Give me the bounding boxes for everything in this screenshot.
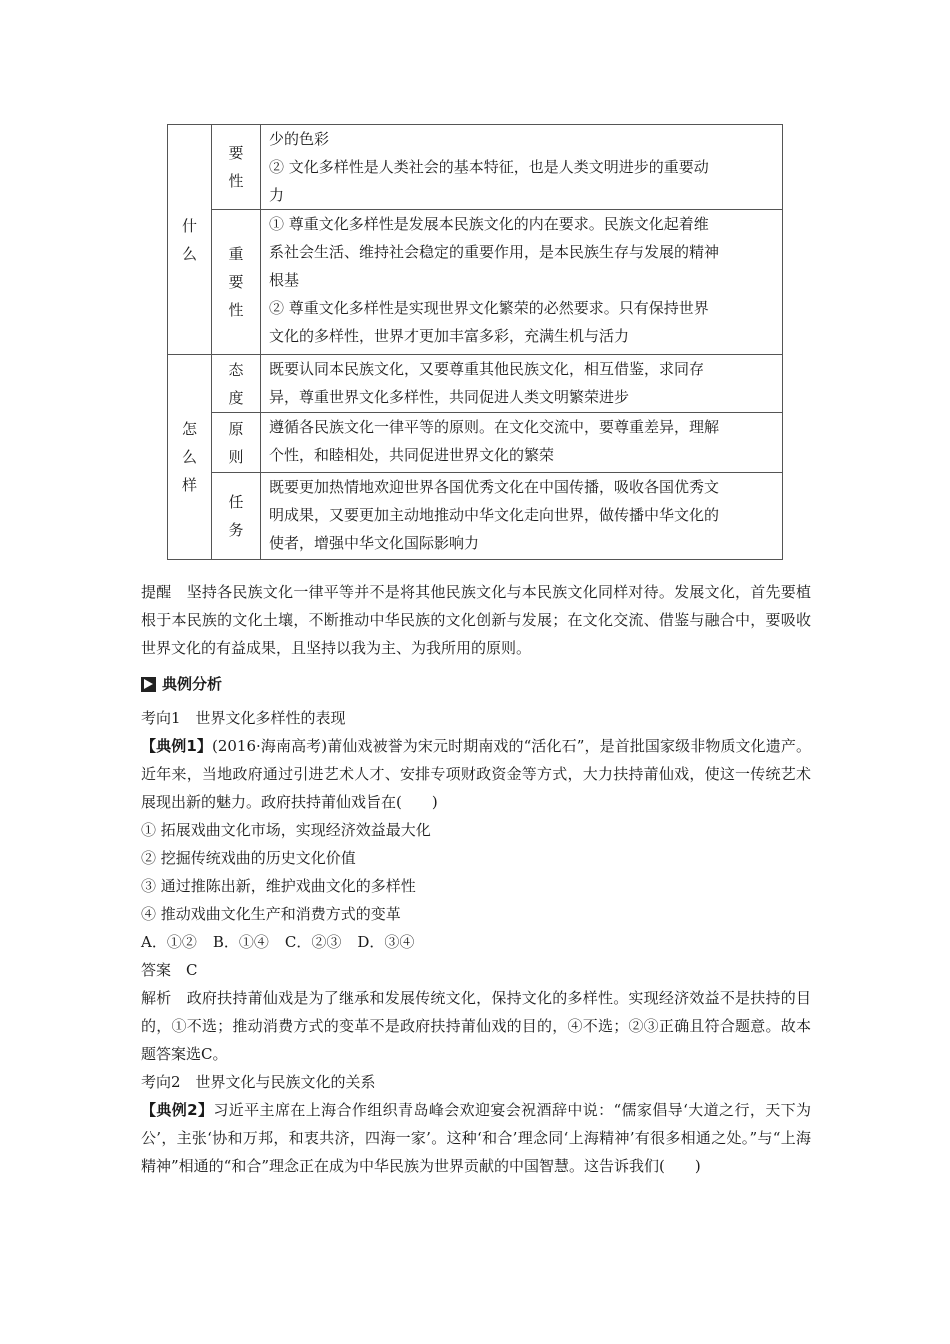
- option-a: A．①②: [141, 933, 197, 951]
- row-label: 要性: [212, 125, 261, 210]
- row-label: 原则: [212, 413, 261, 473]
- analysis-label: 解析: [141, 989, 172, 1007]
- section-heading: [141, 670, 811, 698]
- row-label: 态度: [212, 355, 261, 413]
- example1-label: 【典例1】: [141, 737, 212, 755]
- answer-value: C: [186, 961, 198, 979]
- example2-label: 【典例2】: [141, 1101, 214, 1119]
- row-content: 遵循各民族文化一律平等的原则。在文化交流中，要尊重差异，理解 个性，和睦相处，共同促进世界文化的繁荣: [261, 413, 783, 473]
- example1-options: [141, 928, 811, 956]
- row-content: ① 尊重文化多样性是发展本民族文化的内在要求。民族文化起着维 系社会生活、维持社会稳定的重要作用，是本民族生存与发展的精神 根基 ② 尊重文化多样性是实现世界文化繁荣的必然要求。只有保持世界 文化的多样性，世界才更加丰富多彩，充满生机与活力: [261, 210, 783, 355]
- row-label: 任务: [212, 473, 261, 560]
- example1-item: ② 挖掘传统戏曲的历史文化价值: [141, 849, 356, 867]
- reminder-paragraph: [141, 578, 811, 662]
- row-content: 既要更加热情地欢迎世界各国优秀文化在中国传播，吸收各国优秀文 明成果，又要更加主动地推动中华文化走向世界，做传播中华文化的 使者，增强中华文化国际影响力: [261, 473, 783, 560]
- play-triangle-icon: [141, 677, 156, 692]
- example1-block: [141, 704, 811, 1180]
- example1-item: ③ 通过推陈出新，维护戏曲文化的多样性: [141, 877, 416, 895]
- row-content: 既要认同本民族文化，又要尊重其他民族文化，相互借鉴，求同存 异，尊重世界文化多样性，共同促进人类文明繁荣进步: [261, 355, 783, 413]
- reminder-label: 提醒: [141, 583, 172, 601]
- option-c: C．②③: [284, 933, 342, 951]
- option-d: D．③④: [357, 933, 415, 951]
- row-content: 少的色彩 ② 文化多样性是人类社会的基本特征，也是人类文明进步的重要动 力: [261, 125, 783, 210]
- group-label-what: 什么: [168, 125, 212, 355]
- group-label-how: 怎么样: [168, 355, 212, 560]
- answer-label: 答案: [141, 961, 172, 979]
- direction1-heading: 考向1 世界文化多样性的表现: [141, 709, 346, 727]
- option-b: B．①④: [212, 933, 269, 951]
- example2-stem: 习近平主席在上海合作组织青岛峰会欢迎宴会祝酒辞中说：“儒家倡导‘大道之行，天下为公’，主张‘协和万邦，和衷共济，四海一家’。这种‘和合’理念同‘上海精神’有很多相通之处。”与“上海精神”相通的“和合”理念正在成为中华民族为世界贡献的中国智慧。这告诉我们( ): [141, 1101, 811, 1175]
- row-label: 重要性: [212, 210, 261, 355]
- example1-stem: (2016·海南高考)莆仙戏被誉为宋元时期南戏的“活化石”，是首批国家级非物质文化遗产。近年来，当地政府通过引进艺术人才、安排专项财政资金等方式，大力扶持莆仙戏，使这一传统艺术展现出新的魅力。政府扶持莆仙戏旨在( ): [141, 737, 811, 811]
- reminder-text: 坚持各民族文化一律平等并不是将其他民族文化与本民族文化同样对待。发展文化，首先要植根于本民族的文化土壤，不断推动中华民族的文化创新与发展；在文化交流、借鉴与融合中，要吸收世界文化的有益成果，且坚持以我为主、为我所用的原则。: [141, 583, 811, 657]
- knowledge-table: [167, 124, 783, 560]
- direction2-heading: 考向2 世界文化与民族文化的关系: [141, 1073, 376, 1091]
- analysis-text: 政府扶持莆仙戏是为了继承和发展传统文化，保持文化的多样性。实现经济效益不是扶持的目的，①不选；推动消费方式的变革不是政府扶持莆仙戏的目的，④不选；②③正确且符合题意。故本题答案选C。: [141, 989, 811, 1063]
- section-title: 典例分析: [162, 675, 223, 693]
- example1-item: ④ 推动戏曲文化生产和消费方式的变革: [141, 905, 401, 923]
- example1-item: ① 拓展戏曲文化市场，实现经济效益最大化: [141, 821, 431, 839]
